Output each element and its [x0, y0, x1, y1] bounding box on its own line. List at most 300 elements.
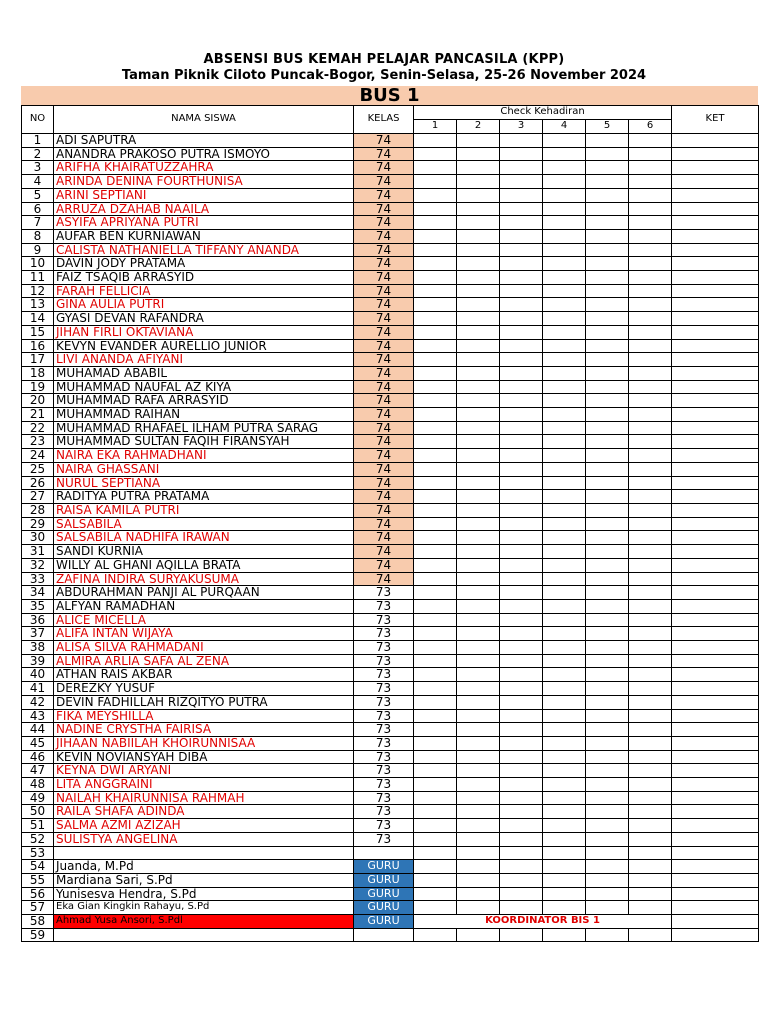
check-cell-3[interactable] [500, 147, 543, 161]
check-cell-2[interactable] [457, 408, 500, 422]
check-cell-5[interactable] [586, 778, 629, 792]
check-cell-2[interactable] [457, 216, 500, 230]
check-cell-4[interactable] [543, 709, 586, 723]
check-cell-3[interactable] [500, 408, 543, 422]
ket-cell[interactable] [672, 558, 759, 572]
check-cell-1[interactable] [414, 832, 457, 846]
ket-cell[interactable] [672, 175, 759, 189]
ket-cell[interactable] [672, 462, 759, 476]
check-cell-4[interactable] [543, 202, 586, 216]
check-cell-5[interactable] [586, 312, 629, 326]
check-cell-6[interactable] [629, 366, 672, 380]
check-cell-5[interactable] [586, 503, 629, 517]
ket-cell[interactable] [672, 654, 759, 668]
ket-cell[interactable] [672, 134, 759, 148]
check-cell-5[interactable] [586, 462, 629, 476]
check-cell-4[interactable] [543, 750, 586, 764]
ket-cell[interactable] [672, 873, 759, 887]
check-cell-6[interactable] [629, 586, 672, 600]
check-cell-1[interactable] [414, 572, 457, 586]
ket-cell[interactable] [672, 860, 759, 874]
check-cell-4[interactable] [543, 860, 586, 874]
ket-cell[interactable] [672, 216, 759, 230]
check-cell-6[interactable] [629, 778, 672, 792]
check-cell-1[interactable] [414, 819, 457, 833]
check-cell-1[interactable] [414, 682, 457, 696]
check-cell-4[interactable] [543, 421, 586, 435]
check-cell-2[interactable] [457, 928, 500, 942]
check-cell-2[interactable] [457, 641, 500, 655]
check-cell-1[interactable] [414, 257, 457, 271]
check-cell-4[interactable] [543, 216, 586, 230]
check-cell-1[interactable] [414, 476, 457, 490]
ket-cell[interactable] [672, 819, 759, 833]
check-cell-4[interactable] [543, 736, 586, 750]
ket-cell[interactable] [672, 695, 759, 709]
check-cell-6[interactable] [629, 832, 672, 846]
check-cell-1[interactable] [414, 175, 457, 189]
check-cell-2[interactable] [457, 599, 500, 613]
check-cell-2[interactable] [457, 695, 500, 709]
check-cell-1[interactable] [414, 147, 457, 161]
check-cell-4[interactable] [543, 586, 586, 600]
check-cell-5[interactable] [586, 339, 629, 353]
check-cell-3[interactable] [500, 284, 543, 298]
check-cell-2[interactable] [457, 325, 500, 339]
check-cell-6[interactable] [629, 175, 672, 189]
check-cell-6[interactable] [629, 819, 672, 833]
check-cell-3[interactable] [500, 243, 543, 257]
check-cell-2[interactable] [457, 778, 500, 792]
check-cell-6[interactable] [629, 928, 672, 942]
check-cell-3[interactable] [500, 449, 543, 463]
check-cell-5[interactable] [586, 586, 629, 600]
check-cell-6[interactable] [629, 216, 672, 230]
check-cell-4[interactable] [543, 517, 586, 531]
check-cell-5[interactable] [586, 846, 629, 860]
check-cell-6[interactable] [629, 312, 672, 326]
ket-cell[interactable] [672, 778, 759, 792]
ket-cell[interactable] [672, 682, 759, 696]
ket-cell[interactable] [672, 271, 759, 285]
check-cell-6[interactable] [629, 627, 672, 641]
check-cell-6[interactable] [629, 257, 672, 271]
check-cell-1[interactable] [414, 284, 457, 298]
check-cell-5[interactable] [586, 819, 629, 833]
check-cell-6[interactable] [629, 805, 672, 819]
check-cell-2[interactable] [457, 764, 500, 778]
check-cell-4[interactable] [543, 298, 586, 312]
ket-cell[interactable] [672, 325, 759, 339]
check-cell-1[interactable] [414, 161, 457, 175]
ket-cell[interactable] [672, 421, 759, 435]
check-cell-4[interactable] [543, 284, 586, 298]
ket-cell[interactable] [672, 750, 759, 764]
check-cell-3[interactable] [500, 764, 543, 778]
check-cell-1[interactable] [414, 736, 457, 750]
check-cell-3[interactable] [500, 791, 543, 805]
check-cell-4[interactable] [543, 531, 586, 545]
check-cell-5[interactable] [586, 613, 629, 627]
check-cell-6[interactable] [629, 202, 672, 216]
check-cell-3[interactable] [500, 490, 543, 504]
ket-cell[interactable] [672, 408, 759, 422]
ket-cell[interactable] [672, 366, 759, 380]
check-cell-1[interactable] [414, 599, 457, 613]
check-cell-6[interactable] [629, 284, 672, 298]
check-cell-3[interactable] [500, 229, 543, 243]
ket-cell[interactable] [672, 517, 759, 531]
check-cell-4[interactable] [543, 147, 586, 161]
check-cell-5[interactable] [586, 723, 629, 737]
check-cell-4[interactable] [543, 545, 586, 559]
check-cell-5[interactable] [586, 654, 629, 668]
check-cell-3[interactable] [500, 216, 543, 230]
ket-cell[interactable] [672, 599, 759, 613]
check-cell-3[interactable] [500, 846, 543, 860]
check-cell-4[interactable] [543, 682, 586, 696]
check-cell-6[interactable] [629, 380, 672, 394]
check-cell-2[interactable] [457, 449, 500, 463]
ket-cell[interactable] [672, 928, 759, 942]
check-cell-3[interactable] [500, 778, 543, 792]
check-cell-4[interactable] [543, 654, 586, 668]
check-cell-5[interactable] [586, 476, 629, 490]
check-cell-6[interactable] [629, 723, 672, 737]
check-cell-3[interactable] [500, 188, 543, 202]
check-cell-6[interactable] [629, 887, 672, 901]
check-cell-2[interactable] [457, 284, 500, 298]
check-cell-4[interactable] [543, 819, 586, 833]
check-cell-4[interactable] [543, 188, 586, 202]
check-cell-2[interactable] [457, 202, 500, 216]
ket-cell[interactable] [672, 668, 759, 682]
check-cell-4[interactable] [543, 462, 586, 476]
check-cell-1[interactable] [414, 764, 457, 778]
check-cell-2[interactable] [457, 490, 500, 504]
ket-cell[interactable] [672, 791, 759, 805]
check-cell-4[interactable] [543, 161, 586, 175]
check-cell-5[interactable] [586, 243, 629, 257]
check-cell-6[interactable] [629, 668, 672, 682]
check-cell-6[interactable] [629, 736, 672, 750]
check-cell-4[interactable] [543, 613, 586, 627]
check-cell-5[interactable] [586, 805, 629, 819]
check-cell-6[interactable] [629, 599, 672, 613]
check-cell-2[interactable] [457, 682, 500, 696]
check-cell-2[interactable] [457, 271, 500, 285]
check-cell-5[interactable] [586, 709, 629, 723]
check-cell-3[interactable] [500, 435, 543, 449]
check-cell-3[interactable] [500, 819, 543, 833]
check-cell-4[interactable] [543, 887, 586, 901]
check-cell-4[interactable] [543, 873, 586, 887]
check-cell-4[interactable] [543, 490, 586, 504]
ket-cell[interactable] [672, 188, 759, 202]
check-cell-4[interactable] [543, 408, 586, 422]
check-cell-2[interactable] [457, 832, 500, 846]
check-cell-6[interactable] [629, 188, 672, 202]
check-cell-1[interactable] [414, 901, 457, 915]
check-cell-2[interactable] [457, 421, 500, 435]
check-cell-1[interactable] [414, 928, 457, 942]
check-cell-2[interactable] [457, 709, 500, 723]
check-cell-2[interactable] [457, 545, 500, 559]
check-cell-3[interactable] [500, 545, 543, 559]
check-cell-4[interactable] [543, 449, 586, 463]
check-cell-3[interactable] [500, 298, 543, 312]
check-cell-6[interactable] [629, 490, 672, 504]
check-cell-2[interactable] [457, 860, 500, 874]
check-cell-3[interactable] [500, 380, 543, 394]
check-cell-5[interactable] [586, 188, 629, 202]
ket-cell[interactable] [672, 435, 759, 449]
check-cell-4[interactable] [543, 778, 586, 792]
check-cell-5[interactable] [586, 161, 629, 175]
check-cell-2[interactable] [457, 668, 500, 682]
check-cell-3[interactable] [500, 462, 543, 476]
check-cell-2[interactable] [457, 257, 500, 271]
ket-cell[interactable] [672, 394, 759, 408]
check-cell-3[interactable] [500, 503, 543, 517]
check-cell-6[interactable] [629, 476, 672, 490]
check-cell-3[interactable] [500, 175, 543, 189]
ket-cell[interactable] [672, 503, 759, 517]
check-cell-5[interactable] [586, 298, 629, 312]
ket-cell[interactable] [672, 449, 759, 463]
check-cell-4[interactable] [543, 764, 586, 778]
check-cell-6[interactable] [629, 558, 672, 572]
check-cell-6[interactable] [629, 654, 672, 668]
check-cell-1[interactable] [414, 380, 457, 394]
check-cell-1[interactable] [414, 709, 457, 723]
check-cell-3[interactable] [500, 558, 543, 572]
check-cell-2[interactable] [457, 846, 500, 860]
check-cell-4[interactable] [543, 928, 586, 942]
ket-cell[interactable] [672, 805, 759, 819]
check-cell-4[interactable] [543, 599, 586, 613]
check-cell-2[interactable] [457, 503, 500, 517]
check-cell-6[interactable] [629, 134, 672, 148]
ket-cell[interactable] [672, 243, 759, 257]
check-cell-5[interactable] [586, 668, 629, 682]
ket-cell[interactable] [672, 490, 759, 504]
check-cell-2[interactable] [457, 750, 500, 764]
check-cell-2[interactable] [457, 613, 500, 627]
check-cell-5[interactable] [586, 175, 629, 189]
check-cell-6[interactable] [629, 435, 672, 449]
check-cell-1[interactable] [414, 613, 457, 627]
ket-cell[interactable] [672, 709, 759, 723]
check-cell-6[interactable] [629, 449, 672, 463]
check-cell-3[interactable] [500, 860, 543, 874]
check-cell-5[interactable] [586, 791, 629, 805]
check-cell-4[interactable] [543, 476, 586, 490]
check-cell-6[interactable] [629, 161, 672, 175]
check-cell-5[interactable] [586, 229, 629, 243]
check-cell-4[interactable] [543, 791, 586, 805]
check-cell-6[interactable] [629, 147, 672, 161]
check-cell-5[interactable] [586, 750, 629, 764]
check-cell-1[interactable] [414, 791, 457, 805]
ket-cell[interactable] [672, 736, 759, 750]
check-cell-3[interactable] [500, 161, 543, 175]
check-cell-6[interactable] [629, 243, 672, 257]
check-cell-1[interactable] [414, 421, 457, 435]
check-cell-3[interactable] [500, 873, 543, 887]
check-cell-1[interactable] [414, 723, 457, 737]
check-cell-2[interactable] [457, 517, 500, 531]
check-cell-4[interactable] [543, 572, 586, 586]
check-cell-4[interactable] [543, 312, 586, 326]
check-cell-3[interactable] [500, 654, 543, 668]
check-cell-5[interactable] [586, 134, 629, 148]
check-cell-2[interactable] [457, 887, 500, 901]
ket-cell[interactable] [672, 476, 759, 490]
check-cell-5[interactable] [586, 517, 629, 531]
check-cell-1[interactable] [414, 517, 457, 531]
check-cell-4[interactable] [543, 723, 586, 737]
check-cell-5[interactable] [586, 408, 629, 422]
check-cell-5[interactable] [586, 873, 629, 887]
check-cell-3[interactable] [500, 572, 543, 586]
check-cell-3[interactable] [500, 476, 543, 490]
check-cell-4[interactable] [543, 805, 586, 819]
check-cell-1[interactable] [414, 873, 457, 887]
check-cell-3[interactable] [500, 613, 543, 627]
check-cell-5[interactable] [586, 353, 629, 367]
check-cell-3[interactable] [500, 641, 543, 655]
check-cell-6[interactable] [629, 764, 672, 778]
check-cell-3[interactable] [500, 682, 543, 696]
ket-cell[interactable] [672, 147, 759, 161]
check-cell-2[interactable] [457, 531, 500, 545]
check-cell-1[interactable] [414, 545, 457, 559]
check-cell-4[interactable] [543, 175, 586, 189]
check-cell-1[interactable] [414, 641, 457, 655]
check-cell-4[interactable] [543, 339, 586, 353]
check-cell-3[interactable] [500, 394, 543, 408]
check-cell-6[interactable] [629, 531, 672, 545]
check-cell-6[interactable] [629, 545, 672, 559]
check-cell-1[interactable] [414, 339, 457, 353]
check-cell-2[interactable] [457, 723, 500, 737]
check-cell-1[interactable] [414, 188, 457, 202]
check-cell-3[interactable] [500, 887, 543, 901]
check-cell-1[interactable] [414, 462, 457, 476]
ket-cell[interactable] [672, 887, 759, 901]
check-cell-6[interactable] [629, 750, 672, 764]
ket-cell[interactable] [672, 353, 759, 367]
check-cell-4[interactable] [543, 257, 586, 271]
check-cell-1[interactable] [414, 558, 457, 572]
ket-cell[interactable] [672, 723, 759, 737]
ket-cell[interactable] [672, 229, 759, 243]
check-cell-5[interactable] [586, 435, 629, 449]
check-cell-1[interactable] [414, 394, 457, 408]
check-cell-2[interactable] [457, 805, 500, 819]
check-cell-4[interactable] [543, 503, 586, 517]
check-cell-3[interactable] [500, 709, 543, 723]
check-cell-6[interactable] [629, 517, 672, 531]
check-cell-3[interactable] [500, 325, 543, 339]
check-cell-6[interactable] [629, 462, 672, 476]
check-cell-3[interactable] [500, 599, 543, 613]
ket-cell[interactable] [672, 298, 759, 312]
check-cell-5[interactable] [586, 147, 629, 161]
check-cell-5[interactable] [586, 449, 629, 463]
check-cell-4[interactable] [543, 229, 586, 243]
check-cell-5[interactable] [586, 421, 629, 435]
check-cell-1[interactable] [414, 805, 457, 819]
check-cell-6[interactable] [629, 791, 672, 805]
check-cell-5[interactable] [586, 928, 629, 942]
check-cell-5[interactable] [586, 860, 629, 874]
check-cell-4[interactable] [543, 325, 586, 339]
check-cell-5[interactable] [586, 572, 629, 586]
check-cell-5[interactable] [586, 284, 629, 298]
check-cell-4[interactable] [543, 394, 586, 408]
check-cell-2[interactable] [457, 736, 500, 750]
check-cell-3[interactable] [500, 832, 543, 846]
check-cell-4[interactable] [543, 832, 586, 846]
check-cell-5[interactable] [586, 380, 629, 394]
check-cell-4[interactable] [543, 668, 586, 682]
check-cell-3[interactable] [500, 695, 543, 709]
check-cell-5[interactable] [586, 682, 629, 696]
check-cell-3[interactable] [500, 517, 543, 531]
check-cell-4[interactable] [543, 901, 586, 915]
ket-cell[interactable] [672, 641, 759, 655]
check-cell-1[interactable] [414, 668, 457, 682]
check-cell-2[interactable] [457, 435, 500, 449]
check-cell-6[interactable] [629, 421, 672, 435]
ket-cell[interactable] [672, 161, 759, 175]
check-cell-4[interactable] [543, 353, 586, 367]
check-cell-5[interactable] [586, 325, 629, 339]
check-cell-6[interactable] [629, 846, 672, 860]
check-cell-4[interactable] [543, 435, 586, 449]
ket-cell[interactable] [672, 846, 759, 860]
check-cell-2[interactable] [457, 462, 500, 476]
check-cell-6[interactable] [629, 339, 672, 353]
check-cell-1[interactable] [414, 750, 457, 764]
ket-cell[interactable] [672, 915, 759, 929]
check-cell-6[interactable] [629, 394, 672, 408]
check-cell-5[interactable] [586, 764, 629, 778]
check-cell-4[interactable] [543, 695, 586, 709]
ket-cell[interactable] [672, 531, 759, 545]
check-cell-6[interactable] [629, 901, 672, 915]
check-cell-6[interactable] [629, 298, 672, 312]
check-cell-1[interactable] [414, 531, 457, 545]
check-cell-2[interactable] [457, 819, 500, 833]
check-cell-2[interactable] [457, 901, 500, 915]
check-cell-1[interactable] [414, 846, 457, 860]
check-cell-4[interactable] [543, 627, 586, 641]
check-cell-6[interactable] [629, 408, 672, 422]
check-cell-5[interactable] [586, 901, 629, 915]
check-cell-1[interactable] [414, 627, 457, 641]
ket-cell[interactable] [672, 586, 759, 600]
check-cell-1[interactable] [414, 202, 457, 216]
check-cell-5[interactable] [586, 641, 629, 655]
check-cell-5[interactable] [586, 490, 629, 504]
check-cell-2[interactable] [457, 394, 500, 408]
check-cell-2[interactable] [457, 558, 500, 572]
check-cell-2[interactable] [457, 380, 500, 394]
check-cell-3[interactable] [500, 805, 543, 819]
